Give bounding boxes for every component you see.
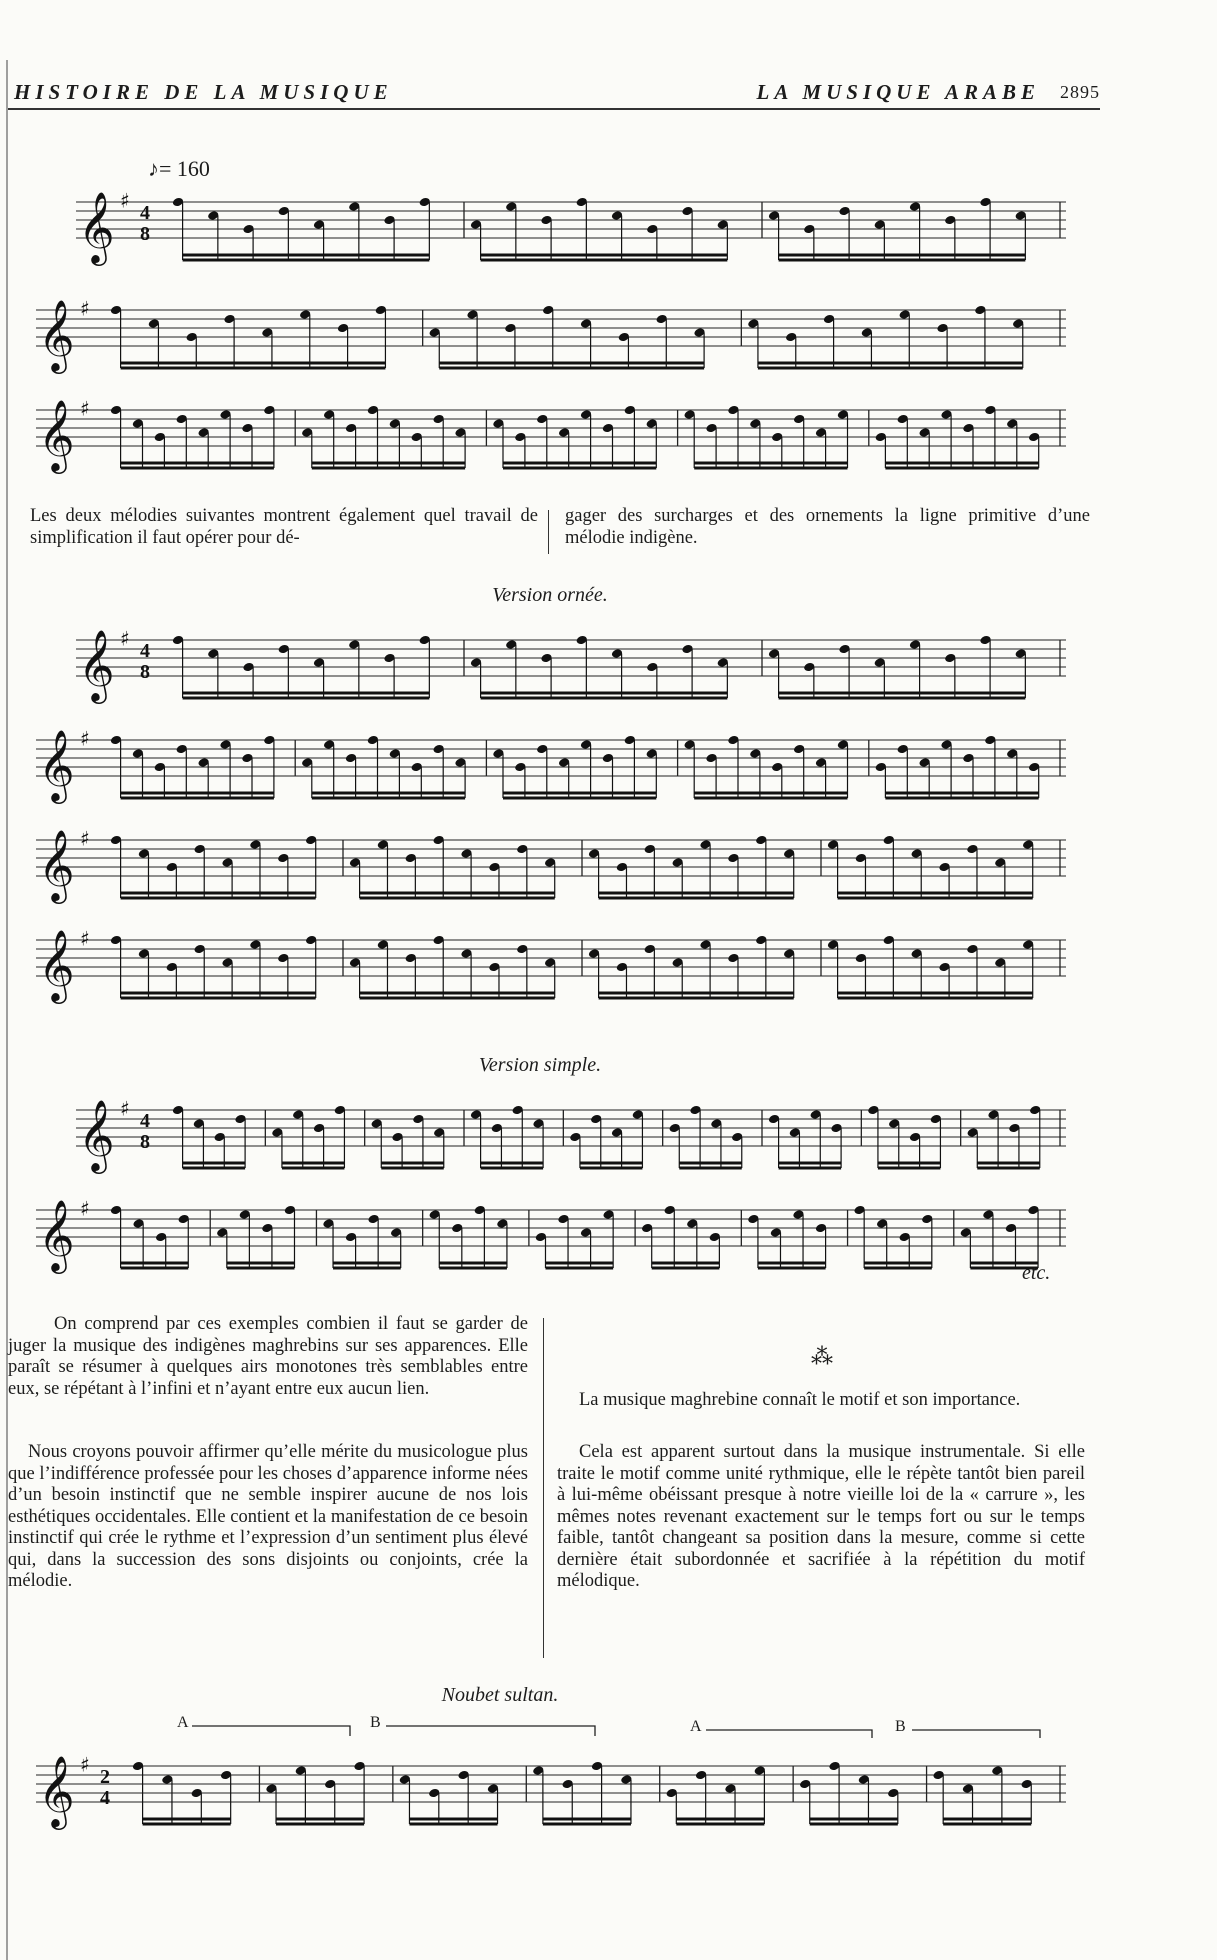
key-signature-sharp: ♯ <box>80 726 90 751</box>
key-signature-sharp: ♯ <box>120 626 130 651</box>
time-signature-top: 2 <box>100 1766 110 1788</box>
asterism: ⁂ <box>811 1344 833 1369</box>
time-signature-top: 4 <box>140 640 150 662</box>
page-number: 2895 <box>1060 82 1100 102</box>
tempo-marking: ♪= 160 <box>148 156 210 181</box>
time-signature-bottom: 8 <box>140 1131 150 1153</box>
section-label-b: B <box>370 1714 381 1731</box>
time-signature-top: 4 <box>140 202 150 224</box>
key-signature-sharp: ♯ <box>80 396 90 421</box>
treble-clef-icon: 𝄞 <box>38 828 75 901</box>
column-rule <box>548 510 549 554</box>
treble-clef-icon: 𝄞 <box>78 628 115 701</box>
paragraph-left-2: Nous croyons pouvoir affirmer qu’elle mérite du musicologue plus que l’indifférence professée pour les choses d’apparence informe nées d’un besoin instinctif que ne semble inspirer aucune de nos lois esthétiques occidentales. Elle contient et la manifestation de ce besoin instinctif qui crée le rythme et l’expression d’un sentiment plus élevé qui, dans la succession des sons disjoints ou conjoints, crée la mélodie. <box>8 1442 528 1591</box>
paragraph-intro-col2: gager des surcharges et des ornements la ligne primitive d’une mélodie indigène. <box>565 506 1090 548</box>
key-signature-sharp: ♯ <box>80 1196 90 1221</box>
caption-version-ornee: Version ornée. <box>492 584 608 606</box>
key-signature-sharp: ♯ <box>80 826 90 851</box>
music-staff <box>36 390 1066 480</box>
caption-noubet-sultan: Noubet sultan. <box>441 1684 559 1706</box>
music-staff <box>76 182 1066 272</box>
time-signature-bottom: 8 <box>140 223 150 245</box>
section-label-a: A <box>690 1718 702 1735</box>
header-right-title: LA MUSIQUE ARABE <box>756 80 1040 104</box>
music-staff <box>36 1190 1066 1280</box>
treble-clef-icon: 𝄞 <box>38 1754 75 1827</box>
treble-clef-icon: 𝄞 <box>38 398 75 471</box>
treble-clef-icon: 𝄞 <box>78 190 115 263</box>
music-staff <box>36 1746 1066 1836</box>
section-label-b: B <box>895 1718 906 1735</box>
section-label-a: A <box>177 1714 189 1731</box>
page-edge-rule <box>6 60 8 1960</box>
music-staff <box>36 290 1066 380</box>
time-signature-bottom: 4 <box>100 1787 110 1809</box>
music-staff <box>76 1090 1066 1180</box>
key-signature-sharp: ♯ <box>120 188 130 213</box>
music-staff <box>36 720 1066 810</box>
music-staff <box>36 820 1066 910</box>
caption-version-simple: Version simple. <box>478 1054 602 1076</box>
key-signature-sharp: ♯ <box>80 926 90 951</box>
paragraph-right-2: Cela est apparent surtout dans la musique instrumentale. Si elle traite le motif comme unité rythmique, elle le répète tantôt bien pareil à lui-même obéissant presque à notre vieille loi de la « carrure », les mêmes notes revenant exactement sur le temps fort ou sur le temps faible, tantôt changeant sa position dans la mesure, comme si cette dernière était subordonnée et sacrifiée à la répétition du motif mélodique. <box>557 1442 1085 1591</box>
paragraph-right-1: La musique maghrebine connaît le motif et son importance. <box>579 1390 1021 1410</box>
key-signature-sharp: ♯ <box>80 296 90 321</box>
treble-clef-icon: 𝄞 <box>38 728 75 801</box>
key-signature-sharp: ♯ <box>80 1752 90 1777</box>
running-header <box>8 78 1100 110</box>
music-staff <box>76 620 1066 710</box>
header-left-title: HISTOIRE DE LA MUSIQUE <box>14 80 393 104</box>
treble-clef-icon: 𝄞 <box>38 1198 75 1271</box>
treble-clef-icon: 𝄞 <box>38 928 75 1001</box>
paragraph-intro-col1: Les deux mélodies suivantes montrent également quel travail de simplification il faut opérer pour dé- <box>30 506 538 548</box>
etc-label: etc. <box>1022 1262 1051 1284</box>
music-staff <box>36 920 1066 1010</box>
treble-clef-icon: 𝄞 <box>38 298 75 371</box>
column-rule <box>543 1318 544 1658</box>
time-signature-top: 4 <box>140 1110 150 1132</box>
section-brackets <box>0 1716 1217 1746</box>
paragraph-left-1: On comprend par ces exemples combien il faut se garder de juger la musique des indigènes maghrebins sur ses apparences. Elle paraît se résumer à quelques airs monotones très semblables entre eux, se répétant à l’infini et n’ayant entre eux aucun lien. <box>8 1314 528 1399</box>
treble-clef-icon: 𝄞 <box>78 1098 115 1171</box>
time-signature-bottom: 8 <box>140 661 150 683</box>
key-signature-sharp: ♯ <box>120 1096 130 1121</box>
